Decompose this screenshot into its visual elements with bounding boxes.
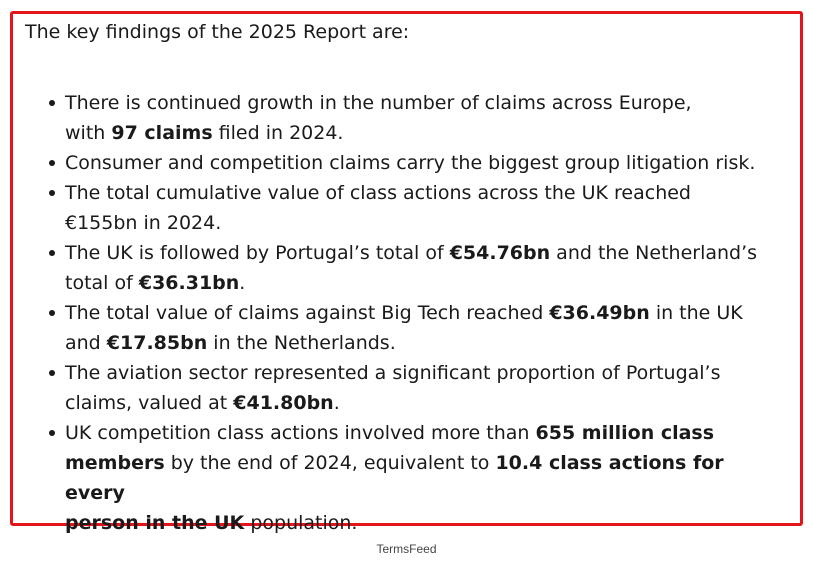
finding-text: total of <box>65 272 139 294</box>
finding-text: €155bn in 2024. <box>65 212 222 234</box>
finding-highlight: €36.49bn <box>549 302 650 324</box>
finding-text: in the UK <box>649 302 743 324</box>
bullet-icon <box>49 160 55 166</box>
finding-text: . <box>333 392 340 414</box>
list-item <box>65 148 790 178</box>
list-item <box>65 178 790 238</box>
finding-highlight: €41.80bn <box>233 392 334 414</box>
finding-text: The UK is followed by Portugal’s total of <box>65 242 450 264</box>
list-item <box>65 88 790 148</box>
finding-highlight: €17.85bn <box>106 332 208 354</box>
bullet-icon <box>49 370 55 376</box>
finding-text: and the Netherland’s <box>550 242 758 264</box>
bullet-icon <box>49 310 55 316</box>
finding-highlight: 97 claims <box>111 122 213 144</box>
finding-highlight: person in the UK <box>65 512 245 534</box>
finding-highlight: 10.4 class actions for every <box>65 452 724 504</box>
bullet-icon <box>49 430 55 436</box>
finding-text: by the end of 2024, equivalent to <box>164 452 496 474</box>
finding-highlight: 655 million class <box>535 422 715 444</box>
bullet-icon <box>49 190 55 196</box>
finding-text: The aviation sector represented a significant proportion of Portugal’s <box>65 362 721 384</box>
finding-highlight: €54.76bn <box>449 242 551 264</box>
finding-highlight: members <box>65 452 165 474</box>
intro-text: The key findings of the 2025 Report are: <box>25 21 410 43</box>
finding-text: The total cumulative value of class actions across the UK reached <box>65 182 691 204</box>
list-item <box>65 358 790 418</box>
finding-text: UK competition class actions involved more than <box>65 422 536 444</box>
source-caption: TermsFeed <box>376 542 437 556</box>
finding-text: There is continued growth in the number of claims across Europe, <box>65 92 692 114</box>
bullet-icon <box>49 250 55 256</box>
finding-text: The total value of claims against Big Tech reached <box>65 302 550 324</box>
finding-highlight: €36.31bn <box>138 272 240 294</box>
findings-list <box>65 88 790 538</box>
list-item <box>65 238 790 298</box>
finding-text: claims, valued at <box>65 392 234 414</box>
finding-text: . <box>239 272 246 294</box>
finding-text: in the Netherlands. <box>207 332 396 354</box>
list-item <box>65 418 790 538</box>
finding-text: population. <box>244 512 358 534</box>
bullet-icon <box>49 100 55 106</box>
finding-text: Consumer and competition claims carry the biggest group litigation risk. <box>65 152 756 174</box>
finding-text: filed in 2024. <box>212 122 344 144</box>
finding-text: and <box>65 332 107 354</box>
list-item <box>65 298 790 358</box>
finding-text: with <box>65 122 112 144</box>
